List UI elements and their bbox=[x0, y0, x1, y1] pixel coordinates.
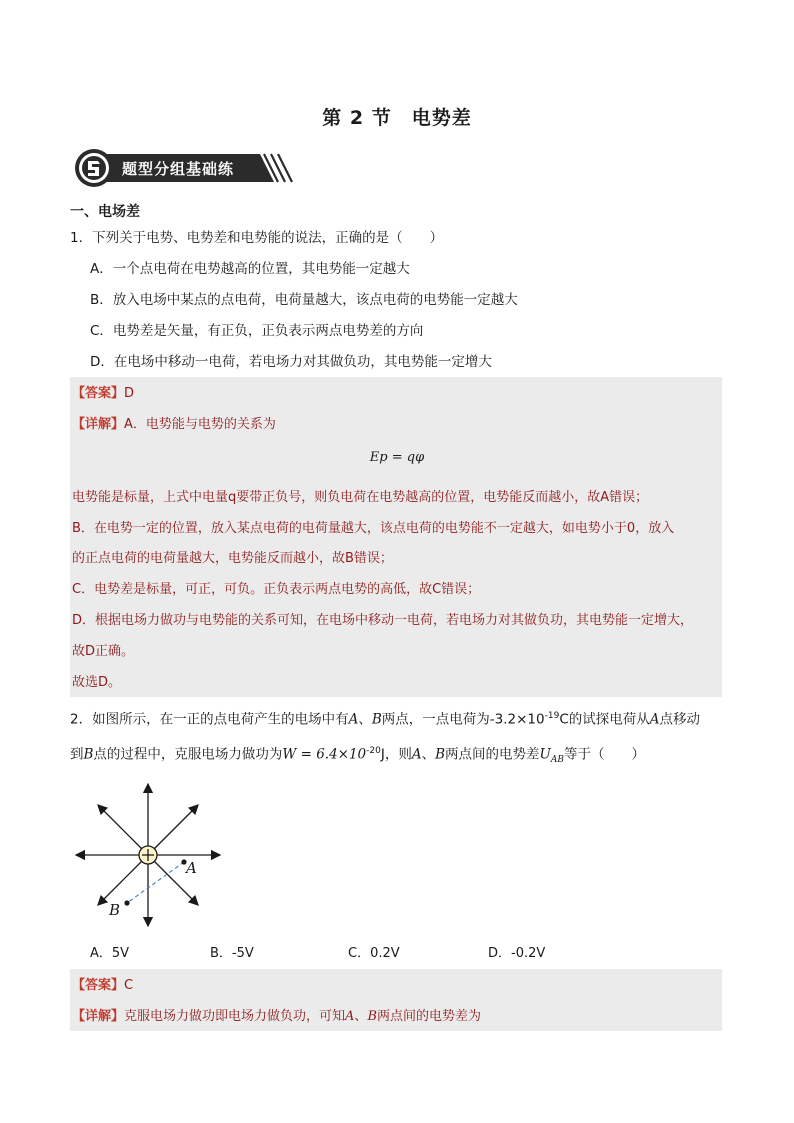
section-banner bbox=[74, 148, 296, 188]
detail-tag: 【详解】 bbox=[72, 1009, 125, 1024]
text: J，则 bbox=[380, 746, 412, 763]
q1-answer bbox=[72, 384, 134, 404]
q1-detail-line: 故选D。 bbox=[72, 675, 122, 690]
work-exponent: -20 bbox=[366, 746, 381, 756]
label-point-b: B bbox=[109, 901, 121, 919]
q1-detail-line: B．在电势一定的位置，放入某点电荷的电荷量越大，该点电荷的电势能不一定越大，如电势小于0，放入 bbox=[72, 521, 675, 536]
q1-option-d: D．在电场中移动一电荷，若电场力对其做负功，其电势能一定增大 bbox=[90, 354, 492, 370]
text: 两点间的电势差为 bbox=[377, 1009, 482, 1024]
text: 、 bbox=[358, 711, 372, 728]
point-a: A bbox=[649, 711, 660, 728]
q1-option-b: B．放入电场中某点的点电荷，电荷量越大，该点电荷的电势能一定越大 bbox=[90, 292, 518, 308]
point-a: A bbox=[411, 746, 422, 763]
page-title: 第 2 节 电势差 bbox=[322, 107, 472, 129]
charge-value: -3.2×10 bbox=[489, 711, 545, 728]
charge-exponent: -19 bbox=[544, 711, 560, 721]
answer-value: C bbox=[124, 978, 134, 993]
q1-detail-line: 电势能是标量，上式中电量q要带正负号，则负电荷在电势越高的位置，电势能反而越小，故A错误； bbox=[72, 490, 649, 505]
text: 到 bbox=[70, 746, 84, 763]
detail-tag: 【详解】 bbox=[72, 417, 125, 432]
q1-detail-first bbox=[72, 415, 276, 435]
q2-choice-a: A．5V bbox=[90, 946, 130, 961]
work-value: W = 6.4×10 bbox=[282, 746, 367, 763]
text: 克服电场力做功即电场力做负功，可知 bbox=[124, 1009, 346, 1024]
question-2-stem-line2 bbox=[70, 741, 645, 770]
subscript: AB bbox=[550, 755, 565, 766]
question-2-stem-line1 bbox=[70, 706, 700, 730]
point-a: A bbox=[348, 711, 359, 728]
q2-answer bbox=[72, 976, 133, 996]
answer-tag: 【答案】 bbox=[72, 386, 125, 401]
answer-value: D bbox=[124, 386, 135, 401]
label-point-a: A bbox=[186, 859, 197, 877]
q1-formula: Ep = qφ bbox=[369, 450, 425, 465]
detail-text: A．电势能与电势的关系为 bbox=[124, 417, 276, 432]
text: C的试探电荷从 bbox=[559, 711, 650, 728]
q1-detail-line: D．根据电场力做功与电势能的关系可知，在电场中移动一电荷，若电场力对其做负功，其电势能一定增大， bbox=[72, 613, 694, 628]
text: 等于（ ） bbox=[564, 746, 646, 763]
text: 、 bbox=[421, 746, 436, 763]
point-b: B bbox=[367, 1009, 377, 1024]
point-b: B bbox=[435, 746, 446, 763]
q2-detail bbox=[72, 1007, 481, 1027]
text: 、 bbox=[354, 1009, 368, 1024]
q2-choice-d: D．-0.2V bbox=[488, 946, 546, 961]
text: 点移动 bbox=[659, 711, 700, 728]
q1-detail-line: 故D正确。 bbox=[72, 644, 135, 659]
section-heading: 一、电场差 bbox=[70, 204, 140, 220]
text: 两点，一点电荷为 bbox=[381, 711, 490, 728]
answer-tag: 【答案】 bbox=[72, 978, 125, 993]
text: 两点间的电势差 bbox=[445, 746, 540, 763]
text: 2．如图所示，在一正的点电荷产生的电场中有 bbox=[70, 711, 349, 728]
electric-field-diagram bbox=[72, 780, 232, 930]
potential-difference-symbol: U bbox=[539, 746, 551, 763]
point-a: A bbox=[345, 1009, 355, 1024]
q1-option-c: C．电势差是矢量，有正负，正负表示两点电势差的方向 bbox=[90, 323, 424, 339]
text: 点的过程中，克服电场力做功为 bbox=[93, 746, 283, 763]
q2-choices bbox=[90, 944, 545, 964]
q1-detail-line: 的正点电荷的电荷量越大，电势能反而越小，故B错误； bbox=[72, 551, 393, 566]
point-b: B bbox=[83, 746, 94, 763]
question-1-stem: 1．下列关于电势、电势差和电势能的说法，正确的是（ ） bbox=[70, 230, 444, 246]
banner-label: 题型分组基础练 bbox=[122, 160, 235, 178]
q2-choice-b: B．-5V bbox=[210, 946, 254, 961]
q1-detail-line: C．电势差是标量，可正，可负。正负表示两点电势的高低，故C错误； bbox=[72, 582, 481, 597]
point-b: B bbox=[371, 711, 382, 728]
q1-option-a: A．一个点电荷在电势越高的位置，其电势能一定越大 bbox=[90, 261, 410, 277]
q2-choice-c: C．0.2V bbox=[348, 946, 400, 961]
